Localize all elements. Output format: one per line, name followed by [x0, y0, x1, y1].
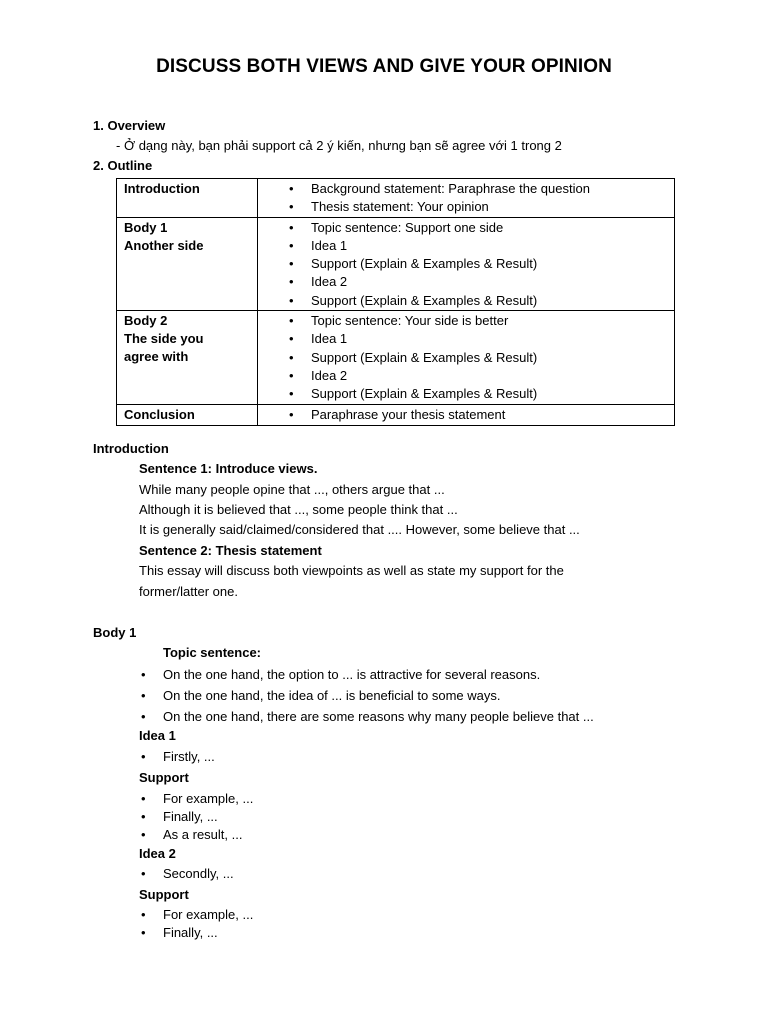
topic-sentence-heading: Topic sentence: [163, 645, 262, 660]
outline-section-label-line: agree with [124, 349, 189, 365]
outline-item: • Topic sentence: Your side is better [258, 312, 674, 330]
outline-row [117, 217, 675, 310]
outline-section-items [258, 179, 675, 218]
list-item: • Finally, ... [139, 924, 253, 942]
list-item: • Secondly, ... [139, 865, 234, 883]
outline-row [117, 404, 675, 425]
outline-section-label-line: Introduction [124, 181, 200, 196]
outline-item: • Thesis statement: Your opinion [258, 198, 674, 216]
outline-item: • Support (Explain & Examples & Result) [258, 349, 674, 367]
support2-heading: Support [139, 887, 189, 902]
outline-item: • Background statement: Paraphrase the question [258, 180, 674, 198]
outline-section-label [117, 404, 258, 425]
body1-heading: Body 1 [93, 625, 137, 640]
outline-section-items [258, 404, 675, 425]
outline-heading: 2. Outline [93, 158, 153, 173]
sentence1-line: While many people opine that ..., others argue that ... [139, 482, 445, 497]
outline-item: • Idea 2 [258, 273, 674, 291]
sentence2-heading: Sentence 2: Thesis statement [139, 543, 322, 558]
support1-heading: Support [139, 770, 189, 785]
outline-item: • Idea 2 [258, 367, 674, 385]
outline-item: • Paraphrase your thesis statement [258, 406, 674, 424]
list-item: • On the one hand, there are some reasons why many people believe that ... [139, 706, 594, 727]
outline-section-label-line: Body 2 [124, 313, 168, 329]
topic-sentence-list [139, 664, 594, 727]
outline-section-items [258, 217, 675, 310]
overview-text: - Ở dạng này, bạn phải support cả 2 ý kiến, nhưng bạn sẽ agree với 1 trong 2 [116, 138, 562, 153]
sentence2-line: This essay will discuss both viewpoints as well as state my support for the [139, 563, 564, 578]
sentence1-heading: Sentence 1: Introduce views. [139, 461, 318, 476]
idea1-list [139, 748, 215, 766]
list-item: • For example, ... [139, 790, 253, 808]
outline-row [117, 179, 675, 218]
sentence1-line: Although it is believed that ..., some people think that ... [139, 502, 458, 517]
outline-section-label [117, 179, 258, 218]
list-item: • Finally, ... [139, 808, 253, 826]
outline-section-label-line: Another side [124, 237, 204, 253]
introduction-heading: Introduction [93, 441, 169, 456]
outline-item: • Support (Explain & Examples & Result) [258, 255, 674, 273]
idea2-list [139, 865, 234, 883]
outline-item: • Idea 1 [258, 237, 674, 255]
document-title: DISCUSS BOTH VIEWS AND GIVE YOUR OPINION [156, 56, 612, 77]
outline-table [116, 178, 675, 426]
sentence1-line: It is generally said/claimed/considered that .... However, some believe that ... [139, 522, 580, 537]
list-item: • On the one hand, the idea of ... is beneficial to some ways. [139, 685, 594, 706]
idea2-heading: Idea 2 [139, 846, 176, 861]
list-item: • For example, ... [139, 906, 253, 924]
list-item: • As a result, ... [139, 826, 253, 844]
outline-section-label-line: The side you [124, 331, 204, 347]
outline-item: • Support (Explain & Examples & Result) [258, 292, 674, 310]
sentence2-line: former/latter one. [139, 584, 238, 599]
overview-heading: 1. Overview [93, 118, 166, 133]
outline-row [117, 311, 675, 404]
list-item: • Firstly, ... [139, 748, 215, 766]
list-item: • On the one hand, the option to ... is attractive for several reasons. [139, 664, 594, 685]
outline-item: • Idea 1 [258, 330, 674, 348]
support1-list [139, 790, 253, 844]
outline-section-label-line: Conclusion [124, 406, 195, 422]
support2-list [139, 906, 253, 942]
outline-section-label-line: Body 1 [124, 219, 168, 235]
outline-section-label [117, 217, 258, 310]
outline-section-label [117, 311, 258, 404]
outline-section-items [258, 311, 675, 404]
idea1-heading: Idea 1 [139, 728, 176, 743]
outline-item: • Topic sentence: Support one side [258, 219, 674, 237]
outline-item: • Support (Explain & Examples & Result) [258, 385, 674, 403]
